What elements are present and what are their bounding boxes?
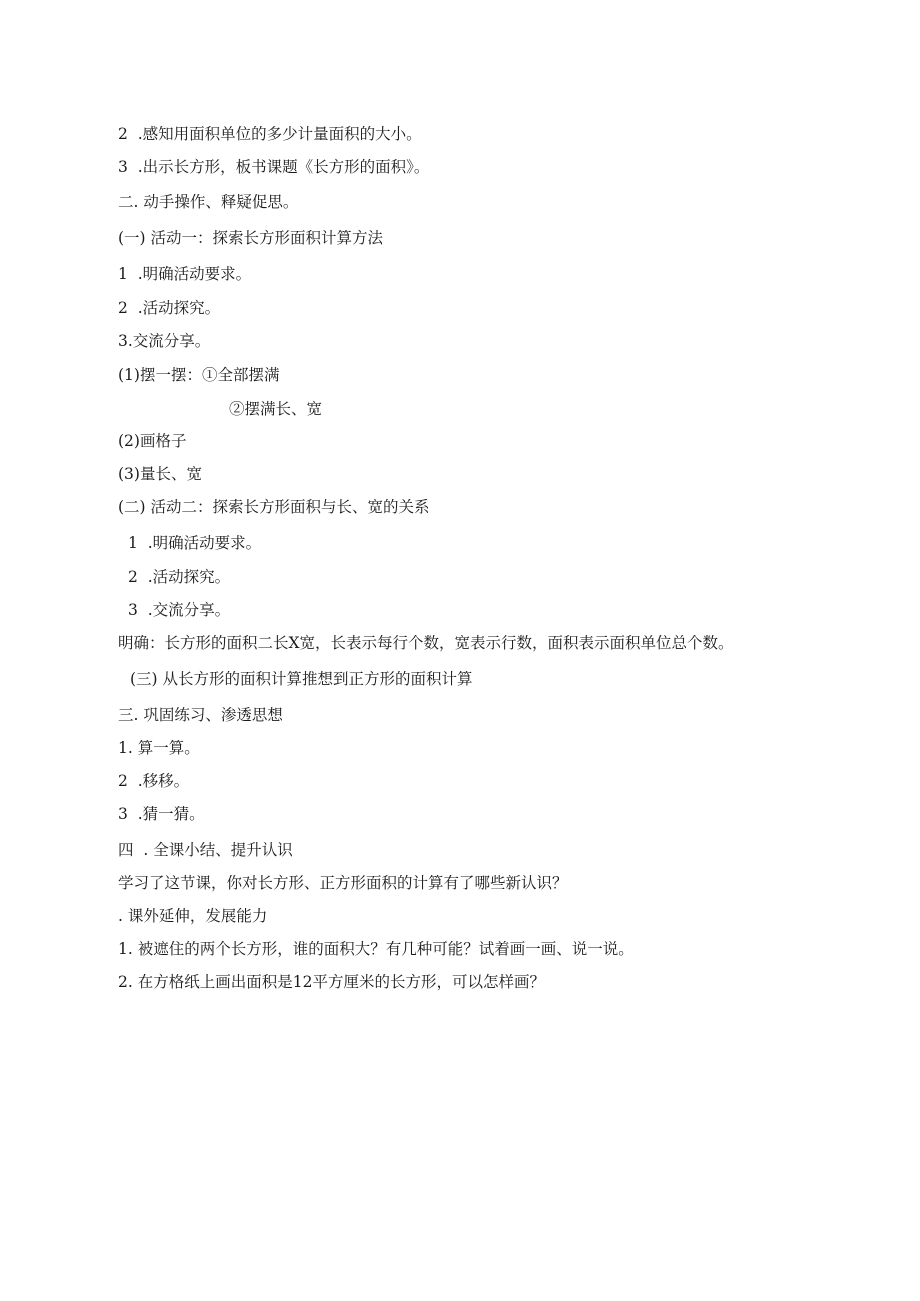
text-line: 3 .出示长方形，板书课题《长方形的面积》。 — [118, 158, 430, 176]
subsection-heading: (三) 从长方形的面积计算推想到正方形的面积计算 — [130, 670, 473, 688]
section-heading: 二. 动手操作、释疑促思。 — [118, 193, 299, 211]
text-line: 3 .交流分享。 — [128, 601, 231, 619]
text-line: 2 .活动探究。 — [118, 299, 221, 317]
text-line: 2 .感知用面积单位的多少计量面积的大小。 — [118, 125, 422, 143]
text-line: 2. 在方格纸上画出面积是12平方厘米的长方形，可以怎样画？ — [118, 973, 545, 991]
subsection-heading: (二) 活动二：探索长方形面积与长、宽的关系 — [118, 498, 430, 516]
text-line: ②摆满长、宽 — [229, 400, 323, 418]
text-line: 明确：长方形的面积二长X宽，长表示每行个数，宽表示行数，面积表示面积单位总个数。 — [118, 634, 734, 652]
text-line: (3)量长、宽 — [118, 465, 202, 483]
section-heading: . 课外延伸，发展能力 — [118, 907, 268, 925]
text-line: 学习了这节课，你对长方形、正方形面积的计算有了哪些新认识？ — [118, 874, 568, 892]
text-line: 2 .活动探究。 — [128, 568, 231, 586]
text-line: 1. 算一算。 — [118, 739, 200, 757]
text-line: (2)画格子 — [118, 432, 187, 450]
text-line: 1. 被遮住的两个长方形，谁的面积大？有几种可能？试着画一画、说一说。 — [118, 940, 634, 958]
section-heading: 三. 巩固练习、渗透思想 — [118, 706, 283, 724]
text-line: 3.交流分享。 — [118, 332, 211, 350]
text-line: 2 .移移。 — [118, 772, 190, 790]
subsection-heading: (一) 活动一：探索长方形面积计算方法 — [118, 229, 384, 247]
text-line: 1 .明确活动要求。 — [118, 265, 252, 283]
text-line: 1 .明确活动要求。 — [128, 534, 262, 552]
text-line: 3 .猜一猜。 — [118, 805, 205, 823]
text-line: (1)摆一摆：①全部摆满 — [118, 366, 280, 384]
section-heading: 四 . 全课小结、提升认识 — [118, 841, 293, 859]
